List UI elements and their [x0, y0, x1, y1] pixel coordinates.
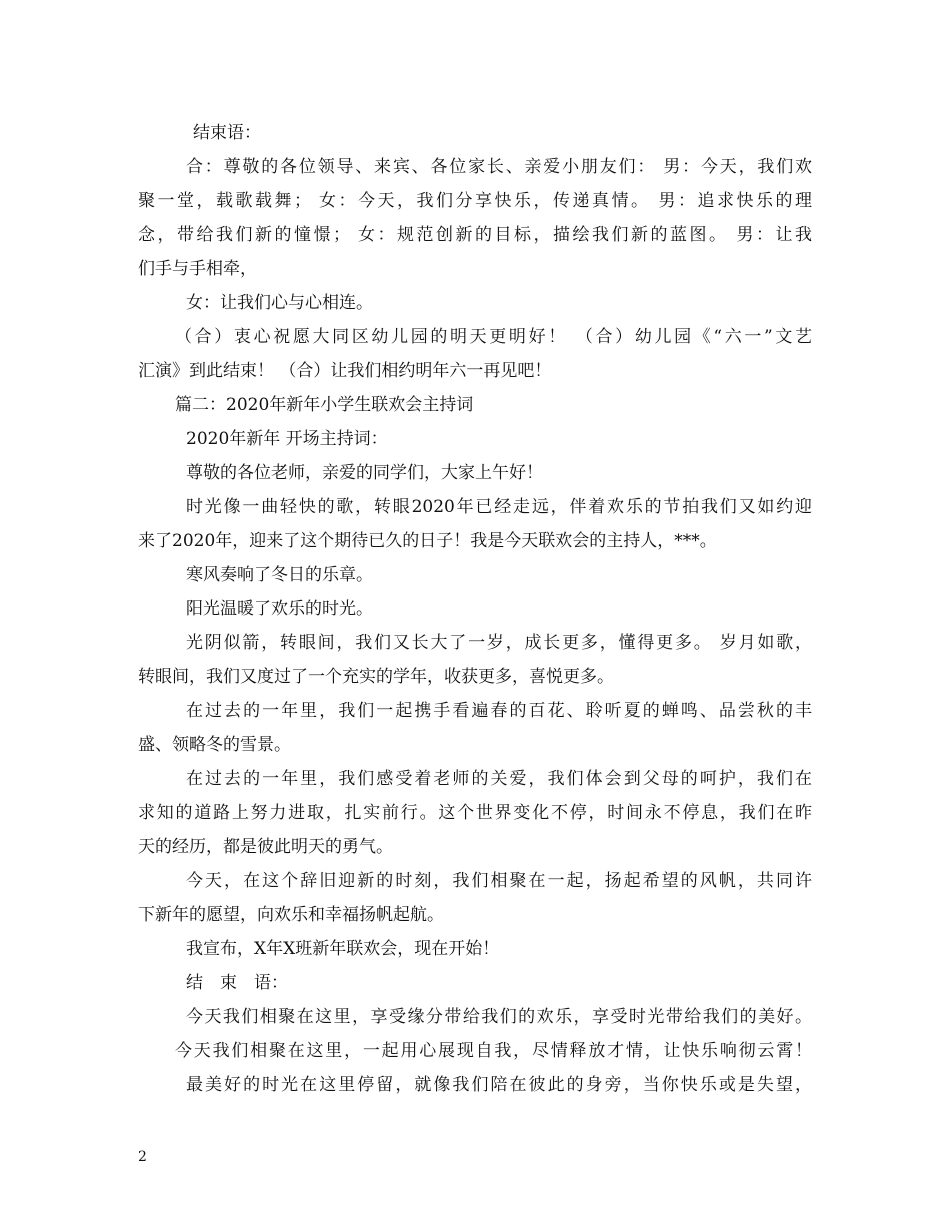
text-line: 女：让我们心与心相连。 — [186, 293, 373, 313]
text-line: 最美好的时光在这里停留，就像我们陪在彼此的身旁，当你快乐或是失望， — [186, 1075, 812, 1095]
text-line: 结 束 语： — [186, 973, 288, 993]
text-line: 盛、领略冬的雪景。 — [138, 735, 291, 755]
text-line: 2020年新年 开场主持词： — [186, 429, 388, 449]
text-line: 尊敬的各位老师，亲爱的同学们，大家上午好！ — [186, 463, 543, 483]
text-line: （合）衷心祝愿大同区幼儿园的明天更明好！ （合）幼儿园《“六一”文艺 — [175, 327, 812, 347]
text-line: 转眼间，我们又度过了一个充实的学年，收获更多，喜悦更多。 — [138, 667, 614, 687]
text-line: 结束语： — [193, 123, 261, 143]
section-heading: 篇二：2020年新年小学生联欢会主持词 — [175, 395, 474, 415]
text-line: 我宣布，X年X班新年联欢会，现在开始！ — [186, 939, 500, 959]
text-line: 今天，在这个辞旧迎新的时刻，我们相聚在一起，扬起希望的风帆，共同许 — [186, 871, 812, 891]
text-line: 今天我们相聚在这里，一起用心展现自我，尽情释放才情，让快乐响彻云霄！ — [175, 1041, 812, 1061]
document-body — [138, 116, 812, 1102]
text-line: 念，带给我们新的憧憬； 女：规范创新的目标，描绘我们新的蓝图。 男：让我 — [138, 225, 812, 245]
text-line: 寒风奏响了冬日的乐章。 — [186, 565, 373, 585]
text-line: 聚一堂，载歌载舞； 女：今天，我们分享快乐，传递真情。 男：追求快乐的理 — [138, 191, 812, 211]
text-line: 光阴似箭，转眼间，我们又长大了一岁，成长更多，懂得更多。 岁月如歌， — [186, 633, 812, 653]
text-line: 在过去的一年里，我们一起携手看遍春的百花、聆听夏的蝉鸣、品尝秋的丰 — [186, 701, 812, 721]
text-line: 在过去的一年里，我们感受着老师的关爱，我们体会到父母的呵护，我们在 — [186, 769, 812, 789]
text-line: 下新年的愿望，向欢乐和幸福扬帆起航。 — [138, 905, 444, 925]
text-line: 天的经历，都是彼此明天的勇气。 — [138, 837, 393, 857]
text-line: 汇演》到此结束！ （合）让我们相约明年六一再见吧！ — [138, 361, 552, 381]
text-line: 求知的道路上努力进取，扎实前行。这个世界变化不停，时间永不停息，我们在昨 — [138, 803, 812, 823]
text-line: 阳光温暖了欢乐的时光。 — [186, 599, 373, 619]
text-line: 今天我们相聚在这里，享受缘分带给我们的欢乐，享受时光带给我们的美好。 — [186, 1007, 812, 1027]
text-line: 们手与手相牵， — [138, 259, 257, 279]
page-number: 2 — [138, 1149, 147, 1165]
text-line: 来了2020年，迎来了这个期待已久的日子！我是今天联欢会的主持人，***。 — [138, 531, 717, 551]
text-line: 合：尊敬的各位领导、来宾、各位家长、亲爱小朋友们： 男：今天，我们欢 — [186, 157, 812, 177]
text-line: 时光像一曲轻快的歌，转眼2020年已经走远，伴着欢乐的节拍我们又如约迎 — [186, 497, 812, 517]
